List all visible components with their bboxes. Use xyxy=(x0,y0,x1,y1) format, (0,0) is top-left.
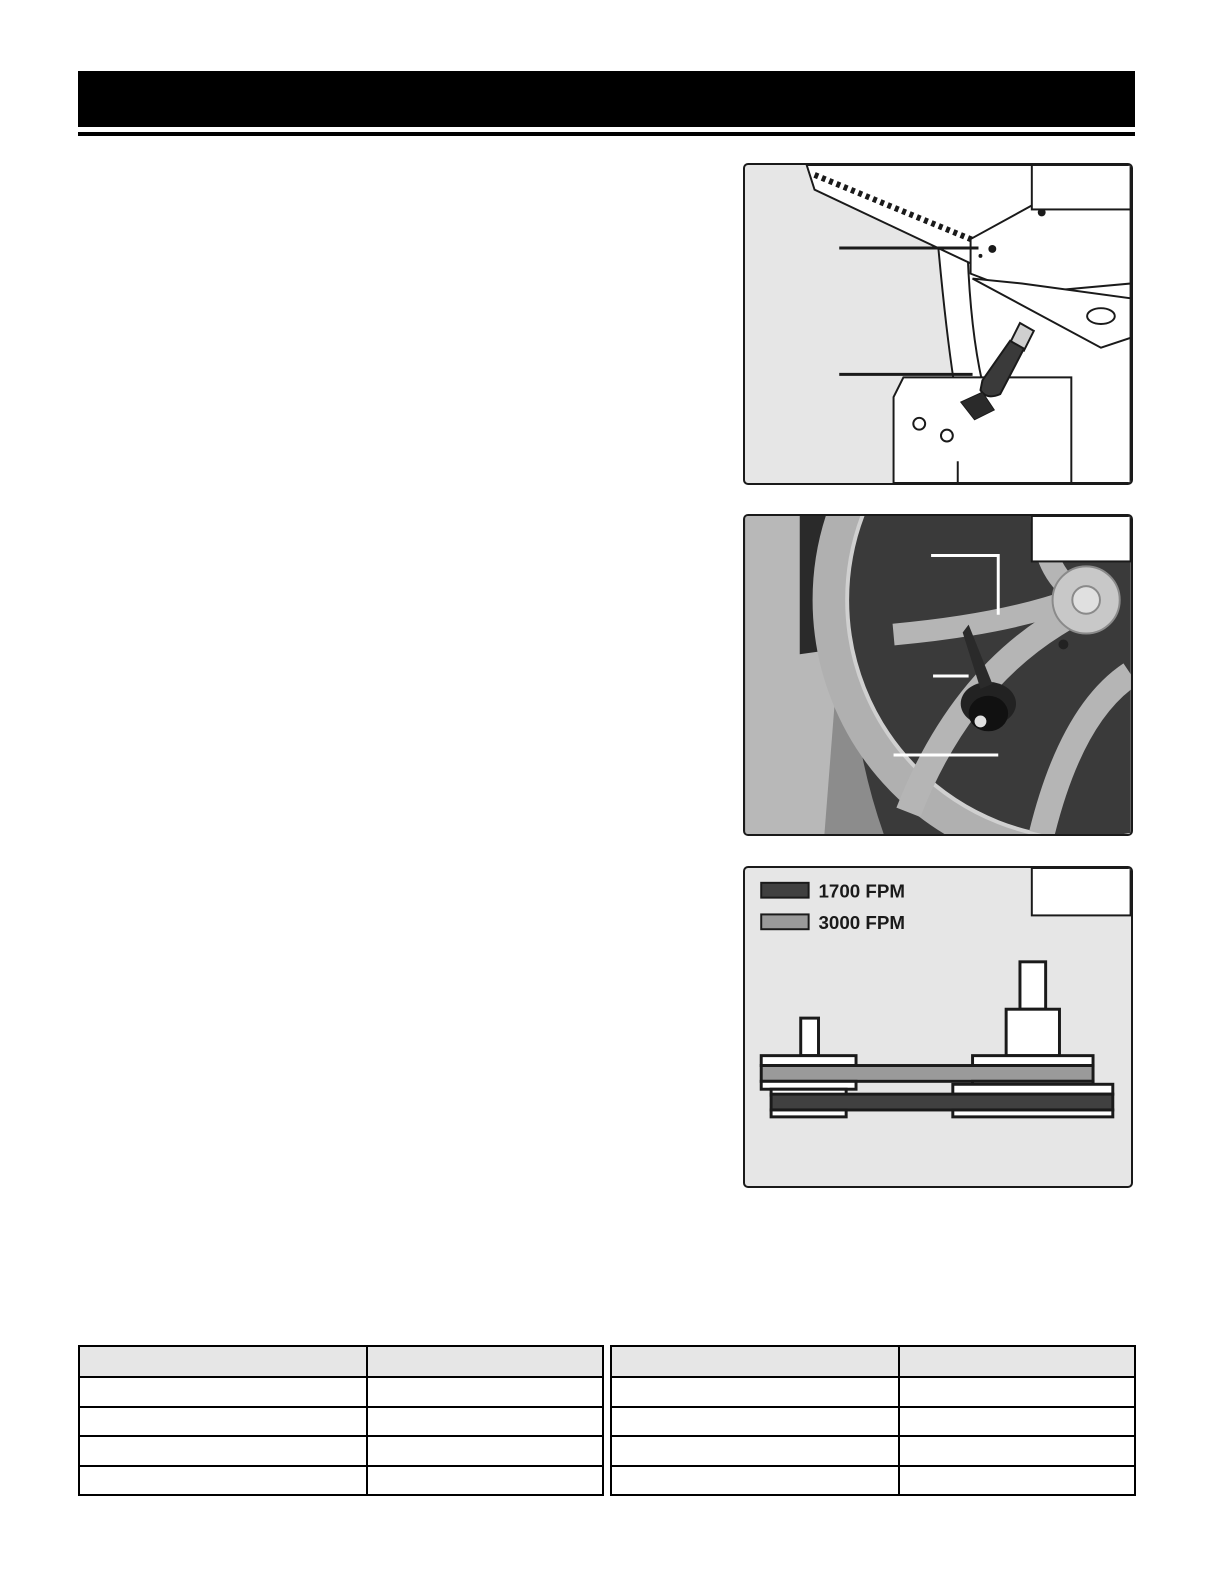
table-cell xyxy=(79,1466,367,1495)
figure-wheel-tension xyxy=(743,514,1133,836)
legend-label-3000: 3000 FPM xyxy=(818,912,906,934)
figure-wheel-tension-illustration xyxy=(745,516,1131,834)
table-row xyxy=(611,1436,1135,1465)
table-cell xyxy=(611,1407,899,1436)
motor-pulley-lower-flange xyxy=(771,1110,846,1117)
table-cell xyxy=(899,1466,1135,1495)
table-cell xyxy=(611,1466,899,1495)
spec-table-right xyxy=(610,1345,1136,1496)
table-row xyxy=(79,1436,603,1465)
table-cell xyxy=(611,1346,899,1377)
table-cell xyxy=(79,1436,367,1465)
table-row xyxy=(611,1377,1135,1406)
figure-fence-knob-illustration xyxy=(745,165,1131,483)
spec-table-left xyxy=(78,1345,604,1496)
table-row xyxy=(79,1466,603,1495)
figure-label-box xyxy=(1032,868,1131,915)
figure-fence-knob xyxy=(743,163,1133,485)
table-cell xyxy=(79,1377,367,1406)
table-row xyxy=(611,1407,1135,1436)
table-cell xyxy=(367,1407,603,1436)
table-cell xyxy=(899,1407,1135,1436)
legend-label-1700: 1700 FPM xyxy=(818,880,906,902)
page-header-bar xyxy=(78,71,1135,127)
table-cell xyxy=(79,1346,367,1377)
belt-3000-fpm xyxy=(761,1066,1093,1082)
table-cell xyxy=(611,1377,899,1406)
table-header-row xyxy=(611,1346,1135,1377)
table-cell xyxy=(899,1377,1135,1406)
wheel-shaft xyxy=(1020,962,1046,1009)
table-cell xyxy=(367,1436,603,1465)
table-row xyxy=(79,1407,603,1436)
wheel-hub xyxy=(1006,1009,1059,1055)
table-cell xyxy=(367,1466,603,1495)
page-header-rule xyxy=(78,132,1135,136)
belt-speed-diagram xyxy=(745,868,1131,1186)
table-cell xyxy=(79,1407,367,1436)
table-cell xyxy=(611,1436,899,1465)
figure-belt-speed-diagram xyxy=(743,866,1133,1188)
table-cell xyxy=(367,1377,603,1406)
belt-1700-fpm xyxy=(771,1094,1113,1110)
legend-swatch-1700 xyxy=(761,883,808,898)
table-row xyxy=(611,1466,1135,1495)
motor-shaft xyxy=(801,1018,819,1056)
table-cell xyxy=(899,1436,1135,1465)
table-cell xyxy=(367,1346,603,1377)
table-header-row xyxy=(79,1346,603,1377)
legend-swatch-3000 xyxy=(761,914,808,929)
table-row xyxy=(79,1377,603,1406)
wheel-pulley-lower-flange xyxy=(953,1110,1113,1117)
table-cell xyxy=(899,1346,1135,1377)
